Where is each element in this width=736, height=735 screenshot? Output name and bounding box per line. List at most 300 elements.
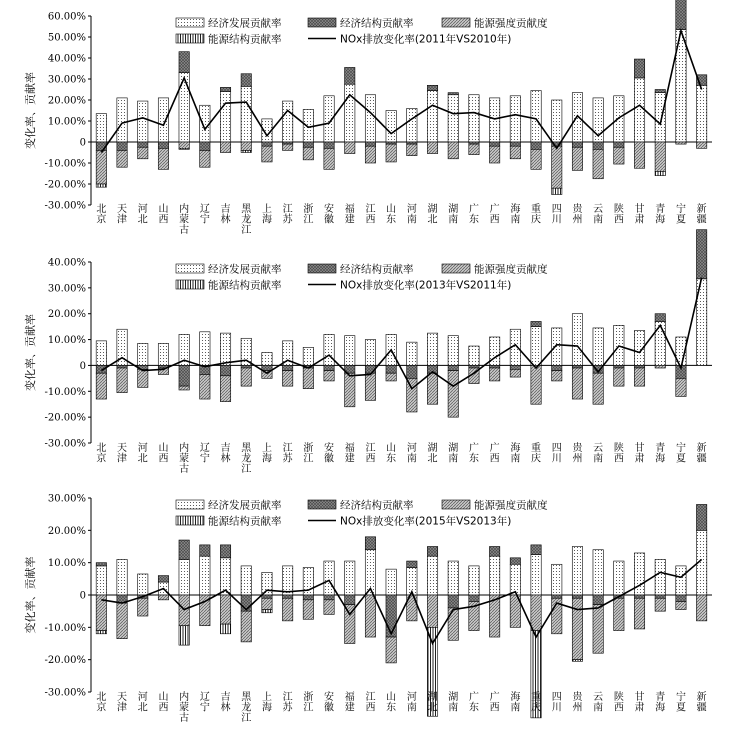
x-tick-label: 西: [613, 453, 624, 465]
x-tick-label: 西: [158, 453, 169, 465]
x-tick-label: 海: [655, 453, 666, 465]
legend-label-2: 经济结构贡献率: [340, 17, 414, 30]
x-tick-label: 州: [572, 702, 583, 714]
y-tick-label: -30.00%: [44, 687, 86, 699]
x-tick-label: 河: [406, 692, 417, 703]
bar-1-30: [696, 85, 706, 142]
bar-1-29: [676, 566, 686, 595]
x-tick-label: 庆: [531, 453, 542, 465]
y-tick-label: -30.00%: [44, 200, 86, 212]
bar-1-19: [469, 566, 479, 595]
x-tick-label: 古: [179, 225, 190, 236]
x-tick-label: 山: [158, 204, 169, 215]
bar-2-2: [117, 365, 127, 368]
x-tick-label: 贵: [572, 204, 583, 215]
bar-2-27: [634, 59, 644, 78]
x-tick-label: 苏: [282, 702, 293, 714]
x-tick-label: 北: [427, 453, 438, 465]
bar-1-18: [448, 336, 458, 366]
x-tick-label: 青: [655, 443, 666, 454]
bar-2-5: [179, 52, 189, 73]
x-tick-label: 南: [510, 702, 521, 714]
bar-2-22: [531, 545, 541, 555]
x-tick-label: 上: [261, 692, 272, 703]
bar-3-27: [634, 142, 644, 168]
legend-swatch-1: [176, 264, 204, 273]
legend-label-1: 经济发展贡献率: [208, 17, 282, 30]
x-tick-label: 川: [551, 702, 562, 714]
x-tick-label: 上: [261, 204, 272, 215]
bar-3-2: [117, 150, 127, 167]
bar-1-6: [200, 556, 210, 595]
x-tick-label: 南: [448, 214, 459, 226]
x-tick-label: 夏: [675, 453, 686, 465]
legend-label-3: 能源强度贡献度: [474, 499, 548, 512]
bar-3-14: [365, 373, 375, 400]
x-tick-label: 京: [96, 702, 107, 714]
x-tick-label: 林: [220, 214, 231, 226]
x-tick-label: 宁: [675, 443, 686, 454]
bar-3-1: [96, 150, 106, 184]
x-tick-label: 宁: [199, 453, 210, 465]
bar-4-24: [572, 660, 582, 662]
y-tick-label: -30.00%: [44, 438, 86, 450]
bar-3-8: [241, 142, 251, 150]
x-tick-label: 黑: [241, 443, 252, 454]
bar-3-22: [531, 595, 541, 631]
bar-2-7: [220, 545, 230, 558]
x-tick-label: 安: [324, 692, 335, 703]
bar-3-29: [676, 142, 686, 144]
x-tick-label: 海: [261, 453, 272, 465]
x-tick-label: 海: [655, 214, 666, 226]
x-tick-label: 西: [158, 214, 169, 226]
x-tick-label: 北: [427, 702, 438, 714]
bar-2-24: [572, 595, 582, 598]
y-tick-label: 0: [79, 137, 86, 149]
x-tick-label: 南: [406, 702, 417, 714]
x-tick-label: 宁: [675, 204, 686, 215]
bar-3-30: [696, 595, 706, 621]
bar-2-9: [262, 595, 272, 598]
x-tick-label: 北: [427, 214, 438, 226]
bar-3-26: [614, 598, 624, 630]
x-tick-label: 河: [137, 692, 148, 703]
x-tick-label: 重: [531, 692, 542, 703]
legend-label-4: 能源结构贡献率: [208, 33, 282, 46]
bar-1-14: [365, 340, 375, 366]
bar-1-13: [345, 336, 355, 366]
legend-swatch-2: [308, 18, 336, 27]
bar-3-25: [593, 373, 603, 404]
x-tick-label: 山: [386, 692, 397, 703]
bar-3-16: [407, 144, 417, 156]
bar-1-16: [407, 342, 417, 365]
bar-2-11: [303, 595, 313, 600]
bar-2-3: [138, 142, 148, 147]
bar-3-18: [448, 142, 458, 159]
bar-2-4: [158, 142, 168, 148]
bar-2-19: [469, 365, 479, 368]
bar-1-5: [179, 559, 189, 595]
x-tick-label: 浙: [303, 692, 314, 703]
x-tick-label: 上: [261, 443, 272, 454]
bar-2-17: [427, 547, 437, 557]
bar-3-24: [572, 598, 582, 659]
x-tick-label: 四: [551, 204, 562, 215]
bar-1-22: [531, 91, 541, 142]
bar-1-26: [614, 561, 624, 595]
bar-1-20: [489, 556, 499, 595]
x-tick-label: 蒙: [179, 453, 190, 465]
x-tick-label: 古: [179, 464, 190, 475]
bar-1-20: [489, 98, 499, 142]
legend-label-1: 经济发展贡献率: [208, 499, 282, 512]
bar-3-7: [220, 595, 230, 624]
bar-2-22: [531, 142, 541, 149]
x-tick-label: 津: [117, 702, 128, 714]
x-tick-label: 南: [448, 702, 459, 714]
x-tick-label: 西: [489, 702, 500, 714]
bar-3-15: [386, 637, 396, 663]
x-tick-label: 林: [220, 453, 231, 465]
bar-1-24: [572, 547, 582, 596]
x-tick-label: 青: [655, 204, 666, 215]
x-tick-label: 重: [531, 204, 542, 215]
bar-1-2: [117, 98, 127, 142]
bar-1-14: [365, 95, 375, 142]
legend-swatch-1: [176, 18, 204, 27]
x-tick-label: 江: [365, 443, 376, 454]
x-tick-label: 重: [531, 443, 542, 454]
x-tick-label: 庆: [531, 702, 542, 714]
bar-2-30: [696, 504, 706, 530]
bar-2-8: [241, 365, 251, 368]
bar-1-19: [469, 346, 479, 365]
bar-1-6: [200, 332, 210, 366]
y-tick-label: 50.00%: [47, 32, 86, 44]
bar-2-1: [96, 365, 106, 373]
bar-3-14: [365, 595, 375, 637]
y-tick-label: -20.00%: [44, 412, 86, 424]
legend-swatch-3: [442, 264, 470, 273]
x-tick-label: 陕: [613, 692, 624, 703]
bar-3-8: [241, 368, 251, 386]
bar-2-7: [220, 87, 230, 91]
bar-1-17: [427, 91, 437, 142]
x-tick-label: 内: [179, 443, 190, 454]
bar-3-18: [448, 608, 458, 640]
bar-3-23: [552, 371, 562, 381]
bar-2-18: [448, 93, 458, 95]
bar-2-2: [117, 142, 127, 150]
x-tick-label: 贵: [572, 692, 583, 703]
x-tick-label: 庆: [531, 214, 542, 226]
y-axis-label: 变化率、贡献率: [24, 556, 37, 634]
bar-2-7: [220, 365, 230, 375]
x-tick-label: 安: [324, 443, 335, 454]
x-tick-label: 南: [406, 453, 417, 465]
y-axis-label: 变化率、贡献率: [24, 72, 37, 149]
bar-2-23: [552, 365, 562, 370]
nox-change-line: [101, 31, 701, 153]
x-tick-label: 吉: [220, 692, 231, 703]
bar-4-9: [262, 610, 272, 613]
bar-3-6: [200, 150, 210, 167]
bar-1-25: [593, 328, 603, 365]
bar-1-13: [345, 84, 355, 142]
x-tick-label: 西: [158, 702, 169, 714]
y-tick-label: -20.00%: [44, 655, 86, 667]
bar-2-22: [531, 321, 541, 326]
x-tick-label: 徽: [324, 702, 335, 714]
x-tick-label: 云: [593, 692, 604, 703]
legend-swatch-2: [308, 264, 336, 273]
bar-1-9: [262, 353, 272, 366]
bar-3-3: [138, 598, 148, 616]
legend-swatch-4: [176, 516, 204, 525]
bar-4-1: [96, 631, 106, 634]
x-tick-label: 浙: [303, 204, 314, 215]
legend-swatch-2: [308, 500, 336, 509]
legend: [176, 263, 548, 292]
bar-3-9: [262, 146, 272, 162]
x-tick-label: 陕: [613, 443, 624, 454]
bar-1-24: [572, 93, 582, 142]
bar-3-2: [117, 603, 127, 639]
y-tick-label: -10.00%: [44, 386, 86, 398]
bar-2-10: [282, 595, 292, 598]
legend-swatch-4: [176, 34, 204, 43]
bar-1-13: [345, 561, 355, 595]
bar-2-29: [676, 0, 686, 30]
x-tick-label: 南: [406, 214, 417, 226]
bar-1-3: [138, 574, 148, 595]
bar-3-11: [303, 147, 313, 160]
y-tick-label: 10.00%: [47, 558, 86, 570]
x-tick-label: 州: [572, 453, 583, 465]
x-tick-label: 蒙: [179, 214, 190, 226]
x-tick-label: 南: [593, 214, 604, 226]
x-tick-label: 海: [510, 443, 521, 454]
x-tick-label: 西: [613, 214, 624, 226]
y-tick-label: -10.00%: [44, 158, 86, 170]
bar-1-18: [448, 561, 458, 595]
x-tick-label: 河: [137, 204, 148, 215]
bar-3-13: [345, 142, 355, 154]
bar-2-20: [489, 365, 499, 368]
x-tick-label: 江: [241, 464, 252, 475]
bar-2-9: [262, 365, 272, 370]
x-tick-label: 海: [510, 204, 521, 215]
bar-1-4: [158, 98, 168, 142]
x-tick-label: 北: [137, 214, 148, 226]
x-tick-label: 吉: [220, 443, 231, 454]
legend: [176, 17, 548, 46]
x-tick-label: 河: [406, 204, 417, 215]
bar-3-25: [593, 605, 603, 654]
x-tick-label: 西: [613, 702, 624, 714]
bar-2-5: [179, 540, 189, 559]
x-tick-label: 福: [344, 443, 355, 454]
bar-1-12: [324, 334, 334, 365]
y-tick-label: 0: [79, 360, 86, 372]
bar-2-6: [200, 545, 210, 556]
x-tick-label: 辽: [199, 204, 210, 215]
x-tick-label: 州: [572, 214, 583, 226]
bar-1-10: [282, 566, 292, 595]
x-tick-label: 江: [241, 713, 252, 724]
bar-2-4: [158, 576, 168, 582]
bar-2-1: [96, 563, 106, 566]
x-tick-label: 东: [386, 214, 397, 226]
bar-1-22: [531, 327, 541, 366]
bar-1-22: [531, 555, 541, 595]
legend-swatch-1: [176, 500, 204, 509]
bar-3-14: [365, 146, 375, 163]
bar-3-4: [158, 148, 168, 169]
bar-2-17: [427, 85, 437, 90]
legend-label-5: NOx排放变化率(2013年VS2011年): [340, 279, 512, 292]
bar-3-17: [427, 595, 437, 627]
x-tick-label: 古: [179, 713, 190, 724]
y-tick-label: 0: [79, 590, 86, 602]
x-tick-label: 辽: [199, 692, 210, 703]
x-tick-label: 东: [468, 214, 479, 226]
bar-1-1: [96, 114, 106, 142]
bar-3-10: [282, 598, 292, 621]
bar-2-23: [552, 595, 562, 598]
legend-label-4: 能源结构贡献率: [208, 515, 282, 528]
bar-1-28: [655, 559, 665, 595]
bar-2-27: [634, 595, 644, 598]
x-tick-label: 疆: [696, 214, 707, 226]
x-tick-label: 天: [117, 204, 128, 215]
bar-3-1: [96, 373, 106, 399]
x-tick-label: 川: [551, 453, 562, 465]
bar-4-7: [220, 624, 230, 634]
x-tick-label: 辽: [199, 443, 210, 454]
x-tick-label: 天: [117, 443, 128, 454]
x-tick-label: 福: [344, 204, 355, 215]
bar-3-21: [510, 369, 520, 377]
x-tick-label: 湖: [448, 443, 459, 454]
y-tick-label: 30.00%: [47, 74, 86, 86]
x-tick-label: 山: [386, 443, 397, 454]
x-tick-label: 川: [551, 214, 562, 226]
x-tick-label: 西: [489, 453, 500, 465]
bar-3-25: [593, 149, 603, 178]
x-tick-label: 河: [406, 443, 417, 454]
legend-label-5: NOx排放变化率(2011年VS2010年): [340, 33, 512, 46]
bar-3-21: [510, 146, 520, 159]
x-tick-label: 夏: [675, 214, 686, 226]
bar-3-3: [138, 369, 148, 387]
legend-swatch-3: [442, 18, 470, 27]
bar-1-9: [262, 572, 272, 595]
bar-2-16: [407, 142, 417, 144]
x-tick-label: 新: [696, 443, 707, 454]
x-tick-label: 甘: [634, 692, 645, 703]
x-tick-label: 北: [137, 453, 148, 465]
x-tick-label: 江: [365, 692, 376, 703]
bar-1-15: [386, 569, 396, 595]
x-tick-label: 湖: [448, 204, 459, 215]
x-tick-label: 宁: [199, 702, 210, 714]
bar-1-16: [407, 108, 417, 142]
x-tick-label: 内: [179, 204, 190, 215]
bar-1-27: [634, 553, 644, 595]
bar-3-24: [572, 368, 582, 399]
bar-1-25: [593, 550, 603, 595]
bar-3-7: [220, 142, 230, 153]
bar-3-2: [117, 368, 127, 393]
x-tick-label: 新: [696, 692, 707, 703]
bar-3-29: [676, 378, 686, 396]
x-tick-label: 贵: [572, 443, 583, 454]
bar-1-21: [510, 96, 520, 142]
bar-3-17: [427, 373, 437, 404]
bar-2-16: [407, 561, 417, 567]
bar-1-23: [552, 564, 562, 595]
x-tick-label: 东: [468, 453, 479, 465]
bar-2-14: [365, 142, 375, 146]
x-tick-label: 广: [468, 204, 479, 215]
bar-2-28: [655, 314, 665, 322]
bar-2-15: [386, 142, 396, 144]
y-tick-label: 10.00%: [47, 335, 86, 347]
bar-3-22: [531, 365, 541, 404]
bar-1-24: [572, 314, 582, 366]
bar-2-25: [593, 142, 603, 149]
x-tick-label: 黑: [241, 692, 252, 703]
x-tick-label: 河: [137, 443, 148, 454]
bar-3-24: [572, 147, 582, 170]
bar-1-18: [448, 95, 458, 142]
x-tick-label: 江: [303, 453, 314, 465]
bar-3-6: [200, 374, 210, 399]
x-tick-label: 吉: [220, 204, 231, 215]
chart-panel-2: [23, 230, 712, 475]
bar-3-27: [634, 598, 644, 629]
bar-3-20: [489, 146, 499, 163]
bar-2-8: [241, 74, 251, 87]
bar-3-20: [489, 368, 499, 381]
nox-change-line: [101, 278, 701, 389]
x-tick-label: 徽: [324, 453, 335, 465]
bar-2-16: [407, 365, 417, 378]
bar-4-5: [179, 626, 189, 645]
bar-2-10: [282, 365, 292, 370]
y-tick-label: 20.00%: [47, 95, 86, 107]
x-tick-label: 肃: [634, 453, 645, 465]
bar-3-11: [303, 368, 313, 389]
bar-1-19: [469, 95, 479, 142]
bar-1-1: [96, 341, 106, 366]
x-tick-label: 福: [344, 692, 355, 703]
bar-4-28: [655, 171, 665, 175]
x-tick-label: 黑: [241, 204, 252, 215]
x-tick-label: 四: [551, 443, 562, 454]
bar-1-8: [241, 86, 251, 142]
bar-2-18: [448, 365, 458, 370]
bar-1-28: [655, 321, 665, 365]
x-tick-label: 南: [593, 453, 604, 465]
bar-2-6: [200, 142, 210, 150]
x-tick-label: 山: [386, 204, 397, 215]
legend-swatch-3: [442, 500, 470, 509]
x-tick-label: 湖: [427, 692, 438, 703]
